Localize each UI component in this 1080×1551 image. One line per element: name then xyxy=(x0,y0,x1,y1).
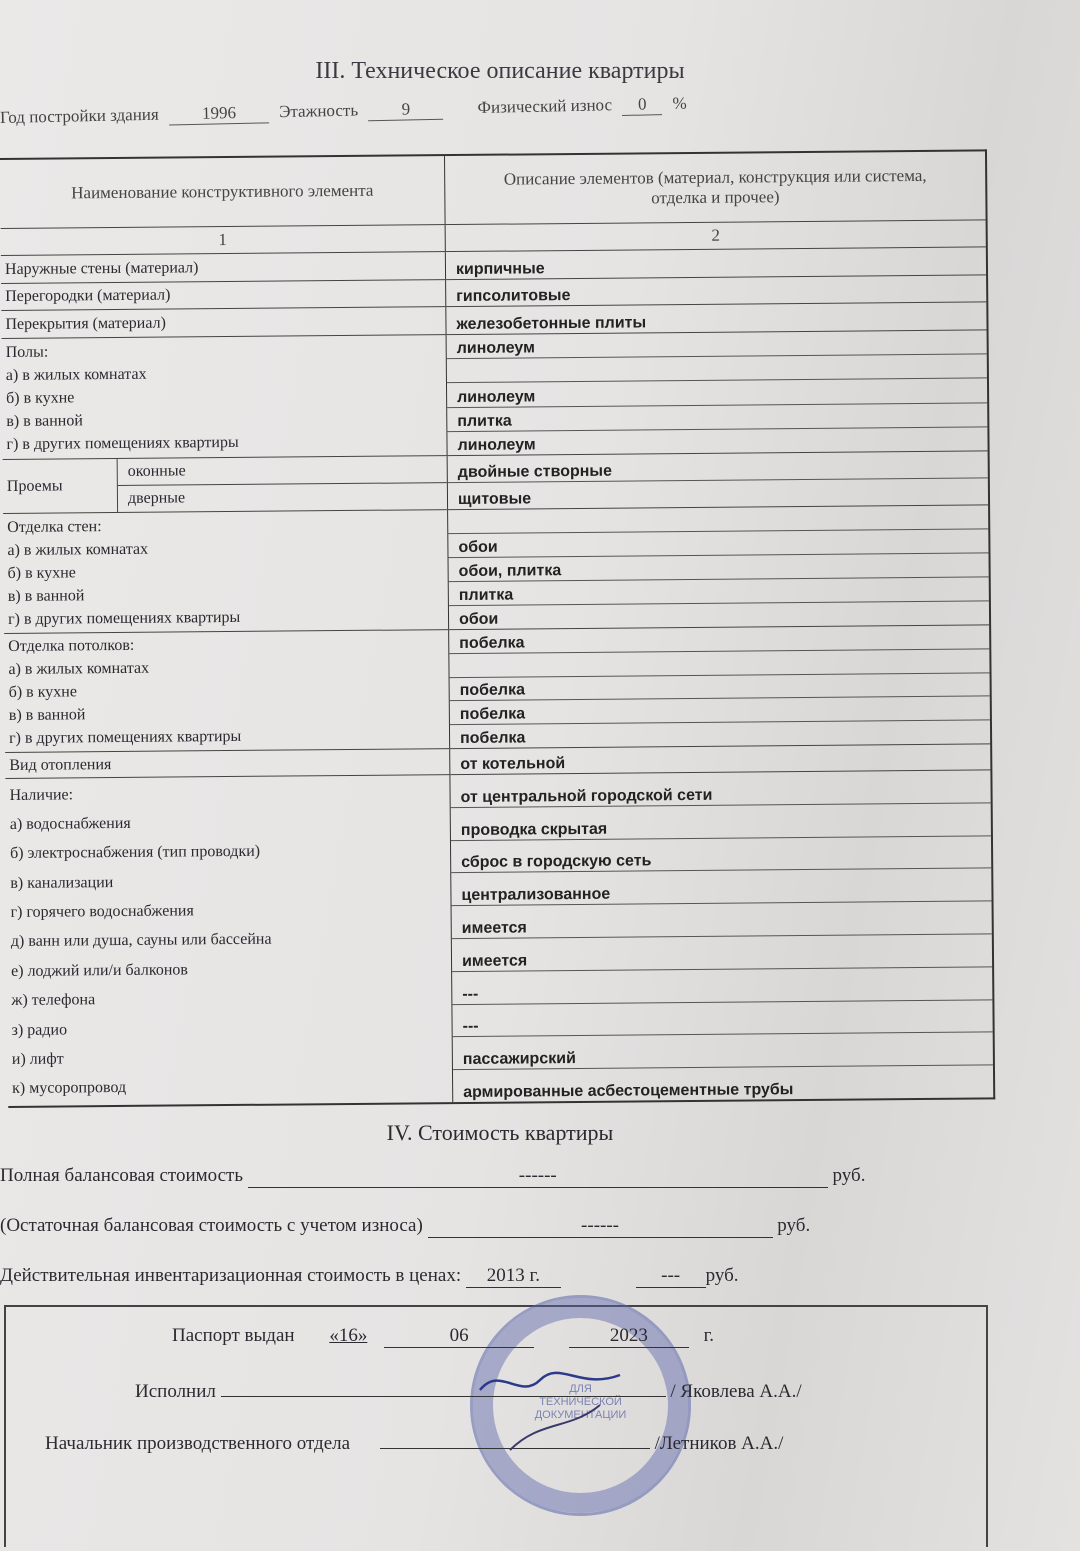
element-name: к) мусоропровод xyxy=(12,1079,127,1098)
table-section xyxy=(3,451,988,514)
element-name: а) в жилых комнатах xyxy=(7,540,149,559)
element-description: пассажирский xyxy=(453,1033,993,1071)
table-section xyxy=(3,505,989,634)
element-name: Наружные стены (материал) xyxy=(4,258,199,278)
element-name: в) в ванной xyxy=(7,586,85,605)
inventory-year: 2013 г. xyxy=(466,1265,561,1288)
full-cost-row xyxy=(0,1165,865,1188)
table-section xyxy=(5,770,993,1106)
element-name-cell xyxy=(3,510,449,633)
element-description: кирпичные xyxy=(455,260,545,279)
inventory-cost-value: --- xyxy=(636,1265,706,1288)
element-name: б) в кухне xyxy=(8,683,77,701)
element-description: двойные створные xyxy=(448,451,988,483)
element-description: армированные асбестоцементные трубы xyxy=(463,1081,794,1101)
residual-cost-value: ------ xyxy=(428,1215,773,1238)
inventory-cost-label: Действительная инвентаризационная стоимость в ценах: xyxy=(0,1265,462,1286)
year-suffix: г. xyxy=(703,1325,714,1346)
head-name: /Летников А.А./ xyxy=(654,1433,784,1454)
element-description: гипсолитовые xyxy=(456,287,571,306)
building-meta xyxy=(0,94,687,129)
element-name: б) в кухне xyxy=(7,563,76,582)
element-description: линолеум xyxy=(457,436,536,455)
currency: руб. xyxy=(777,1215,811,1236)
element-description: от котельной xyxy=(460,755,566,774)
element-description: плитка xyxy=(449,577,989,606)
currency: руб. xyxy=(832,1165,866,1186)
element-name: в) в ванной xyxy=(6,412,83,431)
element-description: обои xyxy=(448,529,988,558)
residual-cost-row xyxy=(0,1215,810,1238)
element-name-cell xyxy=(1,307,446,338)
element-description: щитовые xyxy=(457,490,532,509)
element-name: з) радио xyxy=(11,1020,68,1039)
floors-label: Этажность xyxy=(279,100,359,122)
element-name: в) канализации xyxy=(10,873,114,892)
wear-label: Физический износ xyxy=(477,95,613,117)
element-description: --- xyxy=(452,1000,992,1038)
element-name: б) электроснабжения (тип проводки) xyxy=(9,843,261,863)
table-body xyxy=(1,247,993,1106)
col-number-2: 2 xyxy=(711,225,721,245)
description-cell xyxy=(446,275,986,306)
element-name: ж) телефона xyxy=(11,991,96,1010)
element-name: Вид отопления xyxy=(9,755,112,774)
element-description: линолеум xyxy=(447,330,987,359)
table-section xyxy=(4,625,990,753)
head-row xyxy=(45,1432,783,1455)
element-name-cell xyxy=(5,775,453,1106)
issued-year: 2023 xyxy=(569,1325,689,1348)
element-name: г) в других помещениях квартиры xyxy=(8,727,242,747)
element-description: побелка xyxy=(449,625,989,654)
element-name: Полы: xyxy=(5,343,49,361)
element-name-cell xyxy=(5,749,450,778)
passport-issued-row xyxy=(172,1325,714,1348)
element-description: побелка xyxy=(450,697,990,726)
element-description: имеется xyxy=(452,934,992,972)
description-cell xyxy=(446,302,986,334)
description-cell xyxy=(449,625,990,748)
element-name: Отделка стен: xyxy=(7,517,102,536)
element-description: централизованное xyxy=(451,869,991,907)
element-name: д) ванн или душа, сауны или бассейна xyxy=(10,931,272,951)
element-name: дверные xyxy=(127,489,186,507)
table-header xyxy=(0,151,986,229)
element-name-cell xyxy=(2,335,448,459)
description-cell xyxy=(448,505,989,629)
element-name: а) водоснабжения xyxy=(9,814,131,833)
full-cost-label: Полная балансовая стоимость xyxy=(0,1165,244,1186)
issued-month: 06 xyxy=(384,1325,534,1348)
description-cell xyxy=(446,247,986,279)
element-name: Наличие: xyxy=(9,786,74,804)
element-name: г) горячего водоснабжения xyxy=(10,902,194,922)
wear-value: 0 xyxy=(622,94,662,116)
element-name: оконные xyxy=(118,456,447,486)
floors-value: 9 xyxy=(368,99,443,122)
description-cell xyxy=(450,744,990,774)
element-name-cell xyxy=(1,280,446,310)
element-description: железобетонные плиты xyxy=(456,314,647,334)
element-description: линолеум xyxy=(447,379,987,408)
issued-day: «16» xyxy=(329,1325,368,1346)
header-col1: Наименование конструктивного элемента xyxy=(0,156,446,228)
element-name: а) в жилых комнатах xyxy=(8,659,150,679)
seal-stamp: ДЛЯ ТЕХНИЧЕСКОЙ ДОКУМЕНТАЦИИ xyxy=(470,1295,691,1516)
executor-label: Исполнил xyxy=(135,1381,216,1402)
issued-label: Паспорт выдан xyxy=(172,1325,295,1346)
description-cell xyxy=(447,330,988,455)
technical-table xyxy=(0,149,995,1108)
description-cell xyxy=(448,451,988,509)
currency: руб. xyxy=(705,1265,739,1286)
header-col2: Описание элементов (материал, конструкция или система, отделка и прочее) xyxy=(503,165,927,208)
element-description: сброс в городскую сеть xyxy=(451,836,991,874)
element-name: г) в других помещениях квартиры xyxy=(7,608,241,628)
openings-group xyxy=(3,456,448,513)
table-section xyxy=(2,330,988,460)
element-name: Перегородки (материал) xyxy=(5,286,171,305)
signature-mark xyxy=(470,1360,640,1460)
element-description: проводка скрытая xyxy=(451,803,991,841)
year-value: 1996 xyxy=(169,102,269,125)
element-description: плитка xyxy=(447,403,987,432)
element-name-cell xyxy=(4,630,450,752)
executor-name: / Яковлева А.А./ xyxy=(670,1381,802,1402)
year-label: Год постройки здания xyxy=(0,104,159,127)
group-label: Проемы xyxy=(3,459,118,513)
element-name-cell xyxy=(1,252,446,283)
element-name: б) в кухне xyxy=(6,389,75,407)
inventory-cost-row xyxy=(0,1265,739,1288)
col-number-1: 1 xyxy=(1,225,446,255)
residual-cost-label: (Остаточная балансовая стоимость с учетом износа) xyxy=(0,1215,423,1236)
element-name: в) в ванной xyxy=(8,706,86,724)
wear-unit: % xyxy=(672,93,687,113)
cost-title: IV. Стоимость квартиры xyxy=(386,1120,614,1145)
full-cost-value: ------ xyxy=(248,1165,828,1188)
element-name: е) лоджий или/и балконов xyxy=(11,961,189,980)
element-name: Перекрытия (материал) xyxy=(5,314,166,333)
element-description: обои, плитка xyxy=(449,553,989,582)
description-cell xyxy=(450,770,993,1102)
element-description: побелка xyxy=(460,729,526,747)
element-description: имеется xyxy=(452,902,992,940)
element-description: обои xyxy=(458,610,499,629)
element-name: г) в других помещениях квартиры xyxy=(6,434,239,454)
section-title: III. Техническое описание квартиры xyxy=(315,58,685,84)
element-name: и) лифт xyxy=(11,1050,64,1068)
element-name: а) в жилых комнатах xyxy=(5,365,147,384)
head-label: Начальник производственного отдела xyxy=(45,1433,351,1454)
element-name: Отделка потолков: xyxy=(8,637,135,656)
element-description: побелка xyxy=(450,673,990,702)
executor-row xyxy=(135,1380,802,1403)
element-description: от центральной городской сети xyxy=(450,770,990,808)
element-description: --- xyxy=(452,967,992,1005)
